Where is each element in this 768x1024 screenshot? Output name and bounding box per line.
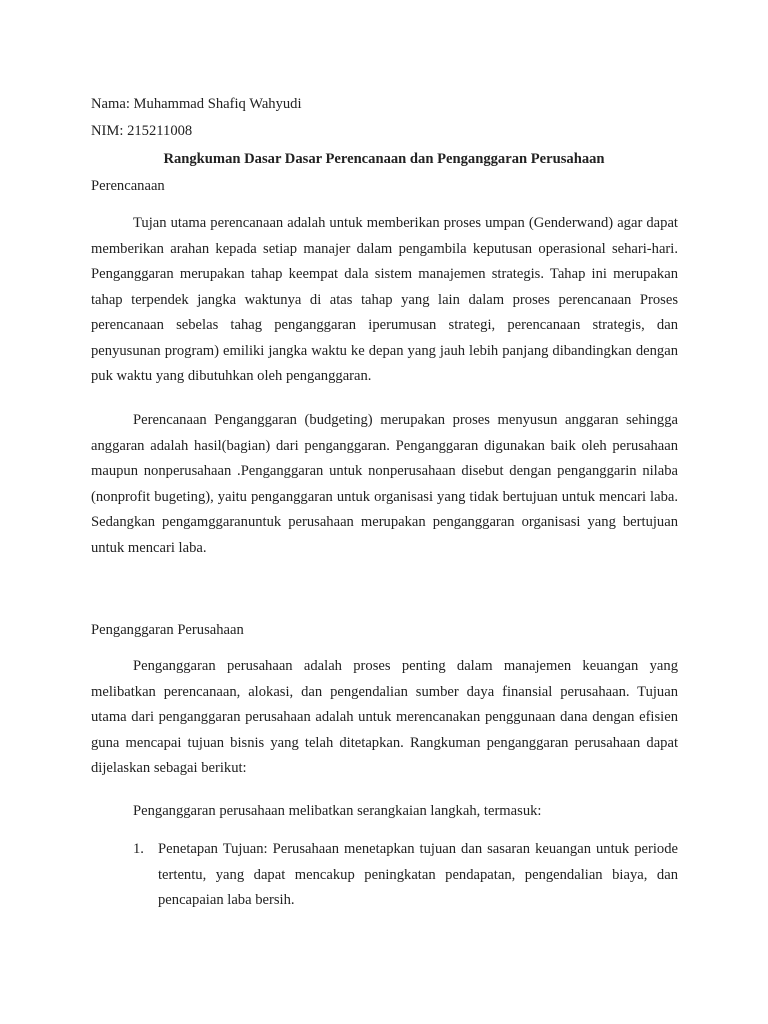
student-name: Nama: Muhammad Shafiq Wahyudi <box>91 96 302 112</box>
list-item <box>133 837 678 914</box>
document-title: Rangkuman Dasar Dasar Perencanaan dan Penganggaran Perusahaan <box>163 151 605 167</box>
student-nim: NIM: 215211008 <box>91 123 193 139</box>
paragraph-penganggaran-2: Penganggaran perusahaan melibatkan serangkaian langkah, termasuk: <box>133 803 542 819</box>
paragraph-penganggaran-1: Penganggaran perusahaan adalah proses penting dalam manajemen keuangan yang melibatkan perencanaan, alokasi, dan pengendalian sumber daya finansial perusahaan. Tujuan utama dari penganggaran perusahaan adalah untuk merencanakan penggunaan dana dengan efisien guna mencapai tujuan bisnis yang telah ditetapkan. Rangkuman penganggaran perusahaan dapat dijelaskan sebagai berikut: <box>91 658 678 776</box>
section-heading-perencanaan: Perencanaan <box>91 178 165 194</box>
paragraph-perencanaan-2: Perencanaan Penganggaran (budgeting) merupakan proses menyusun anggaran sehingga anggaran adalah hasil(bagian) dari penganggaran. Penganggaran digunakan baik oleh perusahaan maupun nonperusahaan .Penganggaran untuk nonperusahaan disebut dengan penganggarin nilaba (nonprofit bugeting), yaitu penganggaran untuk organisasi yang tidak bertujuan untuk mencari laba. Sedangkan pengamggaranuntuk perusahaan merupakan penganggaran organisasi yang bertujuan untuk mencari laba. <box>91 412 678 556</box>
list-item-number: 1. <box>133 841 144 857</box>
paragraph-perencanaan-1: Tujan utama perencanaan adalah untuk memberikan proses umpan (Genderwand) agar dapat memberikan arahan kepada setiap manajer dalam pengambila keputusan operasional sehari-hari. Penganggaran merupakan tahap keempat dala sistem manajemen strategis. Tahap ini merupakan tahap terpendek jangka waktunya di atas tahap yang lain dalam proses perencanaan Proses perencanaan sebelas tahag penganggaran iperumusan strategi, perencanaan strategis, dan penyusunan program) emiliki jangka waktu ke depan yang jauh lebih panjang dibandingkan dengan puk waktu yang dibutuhkan oleh penganggaran. <box>91 215 678 384</box>
section-heading-penganggaran: Penganggaran Perusahaan <box>91 622 244 638</box>
list-item-text: Penetapan Tujuan: Perusahaan menetapkan tujuan dan sasaran keuangan untuk periode tertentu, yang dapat mencakup peningkatan pendapatan, pengendalian biaya, dan pencapaian laba bersih. <box>158 841 678 908</box>
